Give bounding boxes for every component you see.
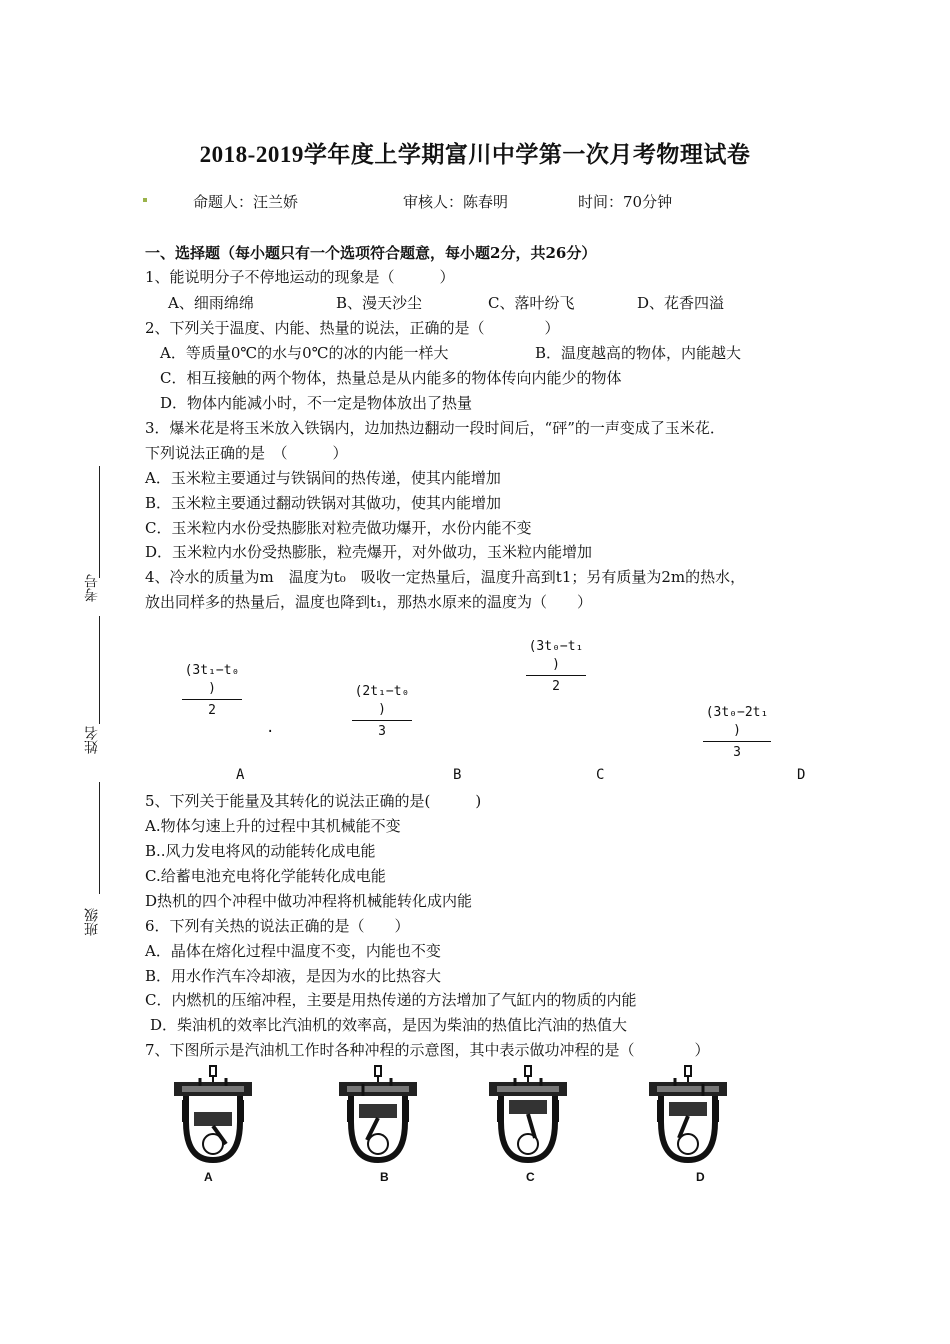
- fraction-bar: [703, 741, 771, 742]
- q3-stem-line2: 下列说法正确的是 （ ）: [145, 444, 348, 462]
- fraction-bar: [526, 675, 586, 676]
- time-label: 时间：70分钟: [578, 193, 673, 211]
- q6-stem: 6．下列有关热的说法正确的是（ ）: [145, 917, 410, 935]
- q3-option-c: C．玉米粒内水份受热膨胀对粒壳做功爆开，水份内能不变: [145, 519, 532, 537]
- q2-option-b: B．温度越高的物体，内能越大: [535, 344, 742, 362]
- page-title: 2018-2019学年度上学期富川中学第一次月考物理试卷: [199, 142, 751, 167]
- engine-diagram-d: [643, 1064, 733, 1168]
- q4-label-c: C: [596, 767, 605, 783]
- q4-label-a: A: [236, 767, 245, 783]
- q7-label-d: D: [696, 1170, 705, 1184]
- q1-option-d: D、花香四溢: [637, 294, 725, 312]
- engine-diagram-b: [333, 1064, 423, 1168]
- q3-option-a: A．玉米粒主要通过与铁锅间的热传递，使其内能增加: [145, 469, 501, 487]
- q2-option-a: A．等质量0℃的水与0℃的冰的内能一样大: [160, 344, 449, 362]
- q4-label-d: D: [797, 767, 806, 783]
- side-line-3: [99, 782, 100, 894]
- q3-option-d: D．玉米粒内水份受热膨胀，粒壳爆开，对外做功，玉米粒内能增加: [145, 543, 593, 561]
- q7-label-c: C: [526, 1170, 535, 1184]
- q4-fraction-b: [352, 683, 412, 741]
- side-label-class: 班级: [84, 908, 100, 936]
- q5-stem: 5、下列关于能量及其转化的说法正确的是( ): [145, 792, 482, 810]
- q5-option-d: D热机的四个冲程中做功冲程将机械能转化成内能: [145, 892, 473, 910]
- section-heading: 一、选择题（每小题只有一个选项符合题意，每小题2分，共26分）: [145, 244, 597, 262]
- fraction-d-numerator-close: ): [733, 723, 741, 738]
- q1-option-b: B、漫天沙尘: [336, 294, 423, 312]
- side-label-exam-no: 考号: [84, 574, 100, 602]
- q1-option-a: A、细雨绵绵: [168, 294, 254, 312]
- q5-option-a: A.物体匀速上升的过程中其机械能不变: [145, 817, 401, 835]
- stray-dot: .: [266, 720, 275, 736]
- q2-option-c: C．相互接触的两个物体，热量总是从内能多的物体传向内能少的物体: [160, 369, 622, 387]
- reviewer-label: 审核人：陈春明: [403, 193, 509, 211]
- fraction-c-numerator: (3t₀−t₁: [528, 639, 584, 654]
- engine-diagram-c: [483, 1064, 573, 1168]
- fraction-c-denominator: 2: [552, 679, 560, 694]
- fraction-a-denominator: 2: [208, 703, 216, 718]
- side-line-2: [99, 616, 100, 724]
- q4-stem-line1: 4、冷水的质量为m 温度为t₀ 吸收一定热量后，温度升高到t1；另有质量为2m的热水，: [145, 568, 746, 586]
- q6-option-a: A．晶体在熔化过程中温度不变，内能也不变: [145, 942, 441, 960]
- q1-stem: 1、能说明分子不停地运动的现象是（ ）: [145, 268, 455, 286]
- q6-option-d: D．柴油机的效率比汽油机的效率高，是因为柴油的热值比汽油的热值大: [150, 1016, 628, 1034]
- engine-diagram-a: [168, 1064, 258, 1168]
- fraction-d-denominator: 3: [733, 745, 741, 760]
- q4-fraction-a: [182, 662, 242, 720]
- fraction-b-numerator: (2t₁−t₀: [354, 684, 410, 699]
- fraction-a-numerator-close: ): [208, 681, 216, 696]
- q5-option-b: B..风力发电将风的动能转化成电能: [145, 842, 376, 860]
- fraction-d-numerator: (3t₀−2t₁: [705, 705, 769, 720]
- q7-label-b: B: [380, 1170, 389, 1184]
- author-label: 命题人：汪兰娇: [193, 193, 299, 211]
- bullet-dot: [143, 198, 147, 202]
- fraction-a-numerator: (3t₁−t₀: [184, 663, 240, 678]
- q7-label-a: A: [204, 1170, 213, 1184]
- side-label-name: 姓名: [84, 726, 100, 754]
- q3-stem-line1: 3．爆米花是将玉米放入铁锅内，边加热边翻动一段时间后，“砰”的一声变成了玉米花．: [145, 419, 725, 437]
- q4-label-b: B: [453, 767, 462, 783]
- q6-option-b: B．用水作汽车冷却液，是因为水的比热容大: [145, 967, 442, 985]
- q1-option-c: C、落叶纷飞: [488, 294, 575, 312]
- q2-option-d: D．物体内能减小时，不一定是物体放出了热量: [160, 394, 473, 412]
- fraction-bar: [182, 699, 242, 700]
- fraction-c-numerator-close: ): [552, 657, 560, 672]
- q4-fraction-d: [703, 704, 771, 762]
- fraction-b-numerator-close: ): [378, 702, 386, 717]
- q7-stem: 7、下图所示是汽油机工作时各种冲程的示意图，其中表示做功冲程的是（ ）: [145, 1041, 710, 1059]
- q4-stem-line2: 放出同样多的热量后，温度也降到t₁，那热水原来的温度为（ ）: [145, 593, 593, 611]
- fraction-b-denominator: 3: [378, 724, 386, 739]
- fraction-bar: [352, 720, 412, 721]
- q3-option-b: B．玉米粒主要通过翻动铁锅对其做功，使其内能增加: [145, 494, 502, 512]
- side-line-1: [99, 466, 100, 578]
- q5-option-c: C.给蓄电池充电将化学能转化成电能: [145, 867, 386, 885]
- q2-stem: 2、下列关于温度、内能、热量的说法，正确的是（ ）: [145, 319, 560, 337]
- q4-fraction-c: [526, 638, 586, 696]
- q6-option-c: C．内燃机的压缩冲程，主要是用热传递的方法增加了气缸内的物质的内能: [145, 991, 637, 1009]
